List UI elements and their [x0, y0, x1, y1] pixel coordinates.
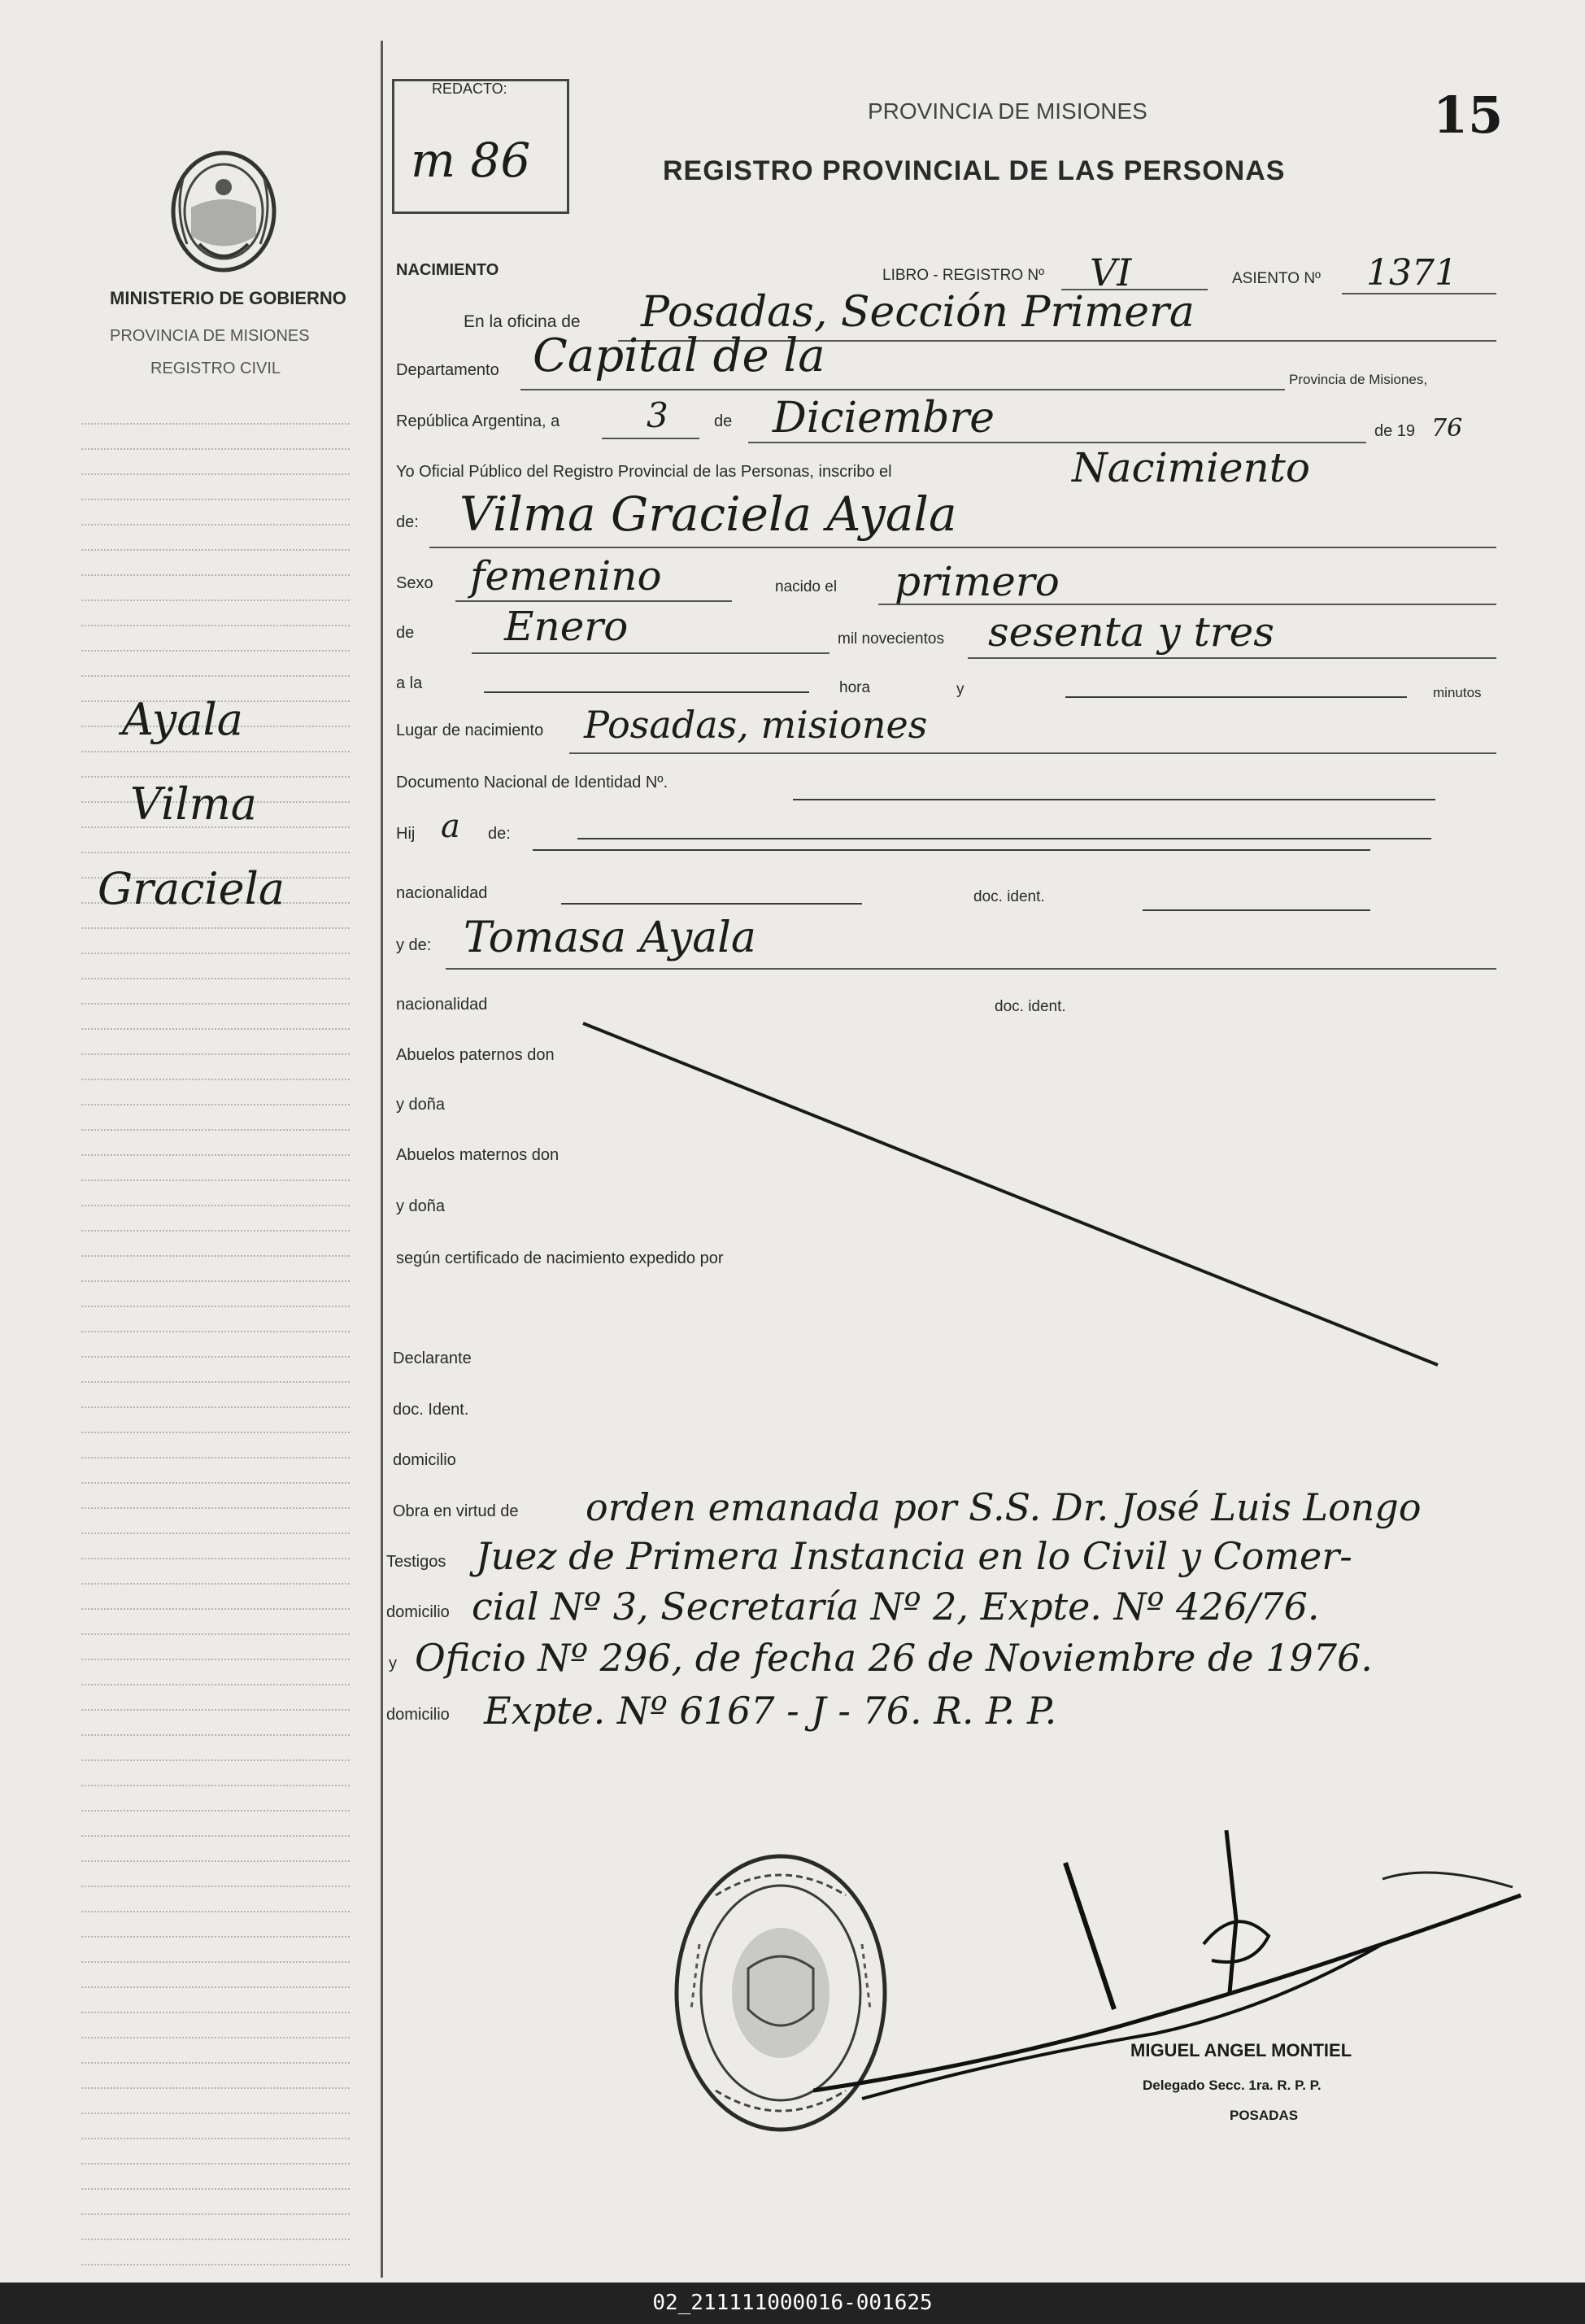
departamento-label: Departamento — [396, 361, 499, 379]
nacionalidad2-label: nacionalidad — [396, 996, 488, 1014]
oficina-value: Posadas, Sección Primera — [641, 288, 1195, 337]
inscribo-value: Nacimiento — [1072, 444, 1310, 491]
oficina-label: En la oficina de — [464, 312, 581, 331]
republica-label: República Argentina, a — [396, 412, 560, 430]
doc-ident2-label: doc. ident. — [995, 998, 1066, 1015]
registro-civil-label: REGISTRO CIVIL — [150, 360, 281, 377]
y-dona-label: y doña — [396, 1096, 446, 1114]
mil-label: mil novecientos — [838, 630, 944, 647]
de-label: de — [714, 412, 733, 430]
anio-nac-value: sesenta y tres — [988, 608, 1274, 656]
libro-label: LIBRO - REGISTRO Nº — [882, 267, 1045, 284]
registry-title: REGISTRO PROVINCIAL DE LAS PERSONAS — [663, 155, 1286, 186]
page-number: 15 — [1433, 85, 1504, 145]
mes-value: Diciembre — [773, 394, 995, 443]
abuelos-maternos-label: Abuelos maternos don — [396, 1146, 560, 1164]
libro-value: VI — [1090, 251, 1132, 294]
hora-label: hora — [839, 679, 871, 696]
minutos-label: minutos — [1433, 685, 1482, 700]
nombre-value: Vilma Graciela Ayala — [459, 486, 957, 542]
margin-second-name: Graciela — [98, 863, 285, 914]
lugar-label: Lugar de nacimiento — [396, 722, 544, 739]
obra-line-2: Juez de Primera Instancia en lo Civil y Comer- — [476, 1534, 1352, 1578]
obra-label: Obra en virtud de — [393, 1502, 519, 1520]
y-label-2: y — [389, 1655, 397, 1672]
abuelos-paternos-label: Abuelos paternos don — [396, 1046, 555, 1064]
obra-line-5: Expte. Nº 6167 - J - 76. R. P. P. — [484, 1689, 1057, 1733]
departamento-value: Capital de la — [533, 329, 825, 382]
anio-value: 76 — [1431, 414, 1463, 443]
sexo-label: Sexo — [396, 574, 433, 592]
domicilio2-label: domicilio — [386, 1603, 450, 1621]
nacimiento-label: NACIMIENTO — [396, 261, 499, 279]
hij-label: Hij — [396, 825, 416, 843]
madre-value: Tomasa Ayala — [464, 913, 756, 962]
anio-label: de 19 — [1374, 422, 1416, 440]
sexo-value: femenino — [470, 552, 662, 600]
signatory-name: MIGUEL ANGEL MONTIEL — [1130, 2040, 1352, 2060]
margin-surname: Ayala — [122, 694, 243, 745]
doc-ident3-label: doc. Ident. — [393, 1401, 469, 1419]
lugar-value: Posadas, misiones — [584, 703, 928, 747]
testigos-label: Testigos — [386, 1553, 446, 1571]
mes-nac-value: Enero — [504, 603, 629, 650]
provincia-label: Provincia de Misiones, — [1289, 372, 1428, 387]
doc-ident-label: doc. ident. — [973, 888, 1045, 905]
de-nombre-label: de: — [396, 513, 419, 531]
domicilio-label: domicilio — [393, 1451, 456, 1469]
nacido-value: primero — [895, 558, 1060, 605]
obra-line-3: cial Nº 3, Secretaría Nº 2, Expte. Nº 426/76. — [472, 1585, 1320, 1629]
y-label: y — [956, 681, 964, 698]
asiento-value: 1371 — [1366, 252, 1457, 294]
signatory-role: Delegado Secc. 1ra. R. P. P. — [1143, 2078, 1322, 2093]
y-dona2-label: y doña — [396, 1197, 446, 1215]
de2-label: de — [396, 624, 415, 642]
hij-de-label: de: — [488, 825, 511, 843]
redacto-label: REDACTO: — [432, 81, 507, 97]
handwritten-signature — [813, 1830, 1529, 2139]
margin-first-name: Vilma — [130, 778, 257, 830]
domicilio3-label: domicilio — [386, 1706, 450, 1724]
province-heading: PROVINCIA DE MISIONES — [868, 98, 1147, 124]
redacto-value: m 86 — [411, 133, 531, 188]
sidebar-province-label: PROVINCIA DE MISIONES — [110, 327, 310, 345]
obra-line-4: Oficio Nº 296, de fecha 26 de Noviembre de 1976. — [415, 1636, 1373, 1680]
signatory-city: POSADAS — [1230, 2108, 1299, 2123]
dni-label: Documento Nacional de Identidad Nº. — [396, 774, 668, 791]
asiento-label: ASIENTO Nº — [1232, 270, 1321, 287]
a-la-label: a la — [396, 674, 423, 692]
obra-line-1: orden emanada por S.S. Dr. José Luis Longo — [586, 1485, 1422, 1529]
scan-identifier-bar: 02_211111000016-001625 — [0, 2283, 1585, 2324]
certificado-label: según certificado de nacimiento expedido por — [396, 1249, 724, 1267]
ministry-label: MINISTERIO DE GOBIERNO — [110, 288, 346, 308]
y-de-label: y de: — [396, 936, 432, 954]
declarante-label: Declarante — [393, 1349, 472, 1367]
dia-value: 3 — [647, 395, 668, 435]
nacionalidad-label: nacionalidad — [396, 884, 488, 902]
oficial-text: Yo Oficial Público del Registro Provincial de las Personas, inscribo el — [396, 463, 892, 481]
nacido-label: nacido el — [775, 578, 838, 595]
hij-value: a — [441, 808, 460, 845]
